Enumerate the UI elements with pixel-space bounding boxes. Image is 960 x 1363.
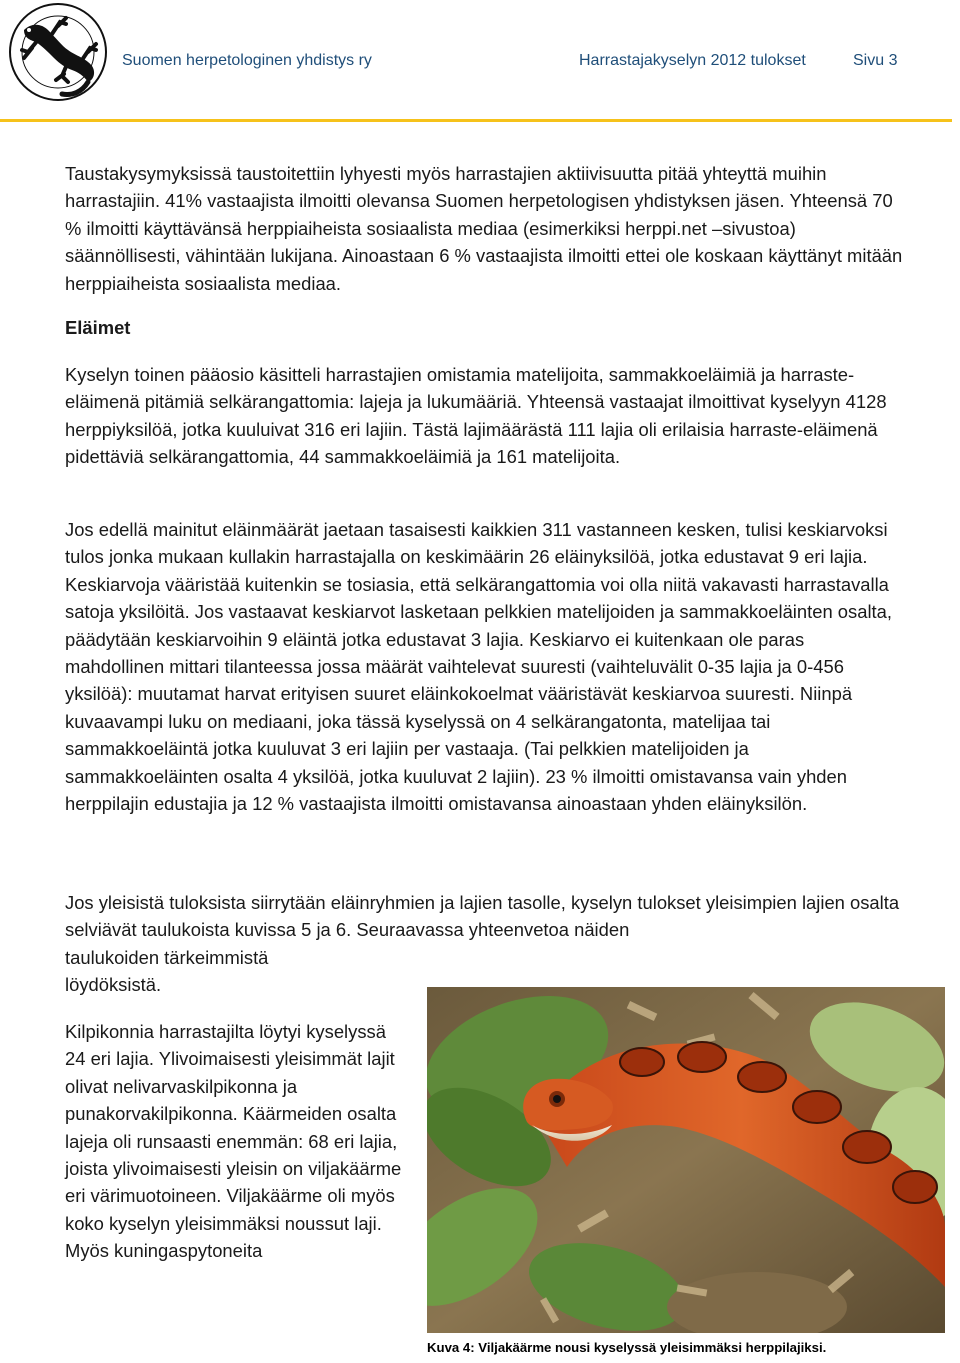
page-header [0, 0, 960, 125]
corn-snake-photo [427, 987, 945, 1333]
paragraph-species-level: taulukoiden tärkeimmistä löydöksistä. [65, 947, 269, 996]
report-title: Harrastajakyselyn 2012 tulokset [579, 52, 806, 69]
header-rule [0, 119, 952, 122]
paragraph-species-level-full: Jos yleisistä tuloksista siirrytään eläinryhmien ja lajien tasolle, kyselyn tulokset yleisimpien lajien osalta selviävät taulukoista kuvissa 5 ja 6. Seuraavassa yhteenvetoa näiden [65, 892, 900, 941]
gecko-logo [2, 0, 114, 104]
page-number: Sivu 3 [853, 52, 898, 69]
figure-caption: Kuva 4: Viljakäärme nousi kyselyssä yleisimmäksi herppilajiksi. [427, 1340, 827, 1355]
paragraph-turtles-snakes: Kilpikonnia harrastajilta löytyi kyselyssä 24 eri lajia. Ylivoimaisesti yleisimmät lajit olivat nelivarvaskilpikonna ja punakorvakilpikonna. Käärmeiden osalta lajeja oli runsaasti enemmän: 68 eri lajia, joista ylivoimaisesti yleisin on viljakäärme eri värimuotoineen. Viljakäärme oli myös koko kyselyn yleisimmäksi noussut laji. Myös kuningaspytoneita [65, 1021, 402, 1262]
section-heading-elaimet: Eläimet [65, 317, 131, 338]
organization-name: Suomen herpetologinen yhdistys ry [122, 52, 372, 69]
paragraph-animals-intro: Kyselyn toinen pääosio käsitteli harrastajien omistamia matelijoita, sammakkoeläimiä ja harraste-eläimenä pitämiä selkärangattomia: lajeja ja lukumääriä. Yhteensä vastaajat ilmoittivat kyselyyn 4128 herppiyksilöä, jotka kuuluivat 316 eri lajiin. Tästä lajimäärästä 111 lajia oli erilaisia harraste-eläimenä pidettäviä selkärangattomia, 44 sammakkoeläimiä ja 161 matelijoita. [65, 364, 887, 468]
paragraph-averages: Jos edellä mainitut eläinmäärät jaetaan tasaisesti kaikkien 311 vastanneen kesken, tulisi keskiarvoksi tulos jonka mukaan kullakin harrastajalla on keskimäärin 26 eläinyksilöä, jotka edustavat 9 eri lajia. Keskiarvoja vääristää kuitenkin se tosiasia, että selkärangattomia voi olla niitä vakavasti harrastavalla satoja yksilöitä. Jos vastaavat keskiarvot lasketaan pelkkien matelijoiden ja sammakkoeläinten osalta, päädytään keskiarvoihin 9 eläintä jotka edustavat 3 lajia. Keskiarvo ei kuitenkaan ole paras mahdollinen mittari tilanteessa jossa määrät vaihtelevat suuresti (vaihteluvälit 0-35 lajia ja 0-456 yksilöä): muutamat harvat erityisen suuret eläinkokoelmat vääristävät keskiarvoa suuresti. Niinpä kuvaavampi luku on mediaani, joka tässä kyselyssä on 4 selkärangatonta, matelijaa tai sammakkoeläintä jotka kuuluvat 3 eri lajiin per vastaaja. (Tai pelkkien matelijoiden ja sammakkoeläinten osalta 4 yksilöä, jotka kuuluvat 2 lajiin). 23 % ilmoitti omistavansa vain yhden herppilajin edustajia ja 12 % vastaajista ilmoitti omistavansa ainoastaan yhden eläinyksilön. [65, 519, 892, 815]
paragraph-background: Taustakysymyksissä taustoitettiin lyhyesti myös harrastajien aktiivisuutta pitää yhteyttä muihin harrastajiin. 41% vastaajista ilmoitti olevansa Suomen herpetologisen yhdistyksen jäsen. Yhteensä 70 % ilmoitti käyttävänsä herppiaiheista sosiaalista mediaa (esimerkiksi herppi.net –sivustoa) säännöllisesti, vähintään lukijana. Ainoastaan 6 % vastaajista ilmoitti ettei ole koskaan käyttänyt mitään herppiaiheista sosiaalista mediaa. [65, 163, 903, 294]
